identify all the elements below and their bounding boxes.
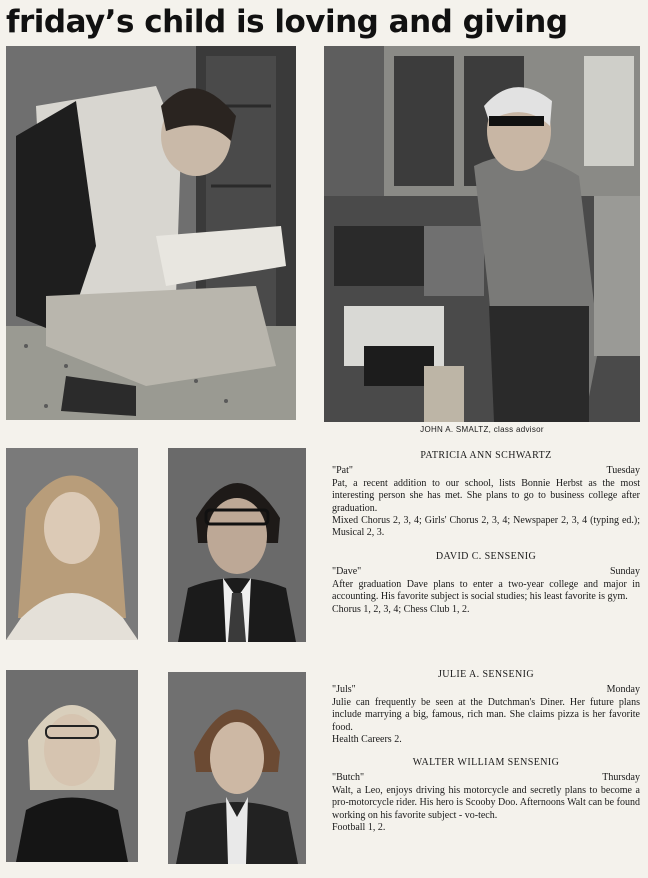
student-name: JULIE A. SENSENIG bbox=[438, 669, 534, 680]
student-nickname: "Juls" bbox=[332, 684, 356, 696]
student-bio-pat bbox=[332, 450, 640, 540]
student-day: Sunday bbox=[610, 566, 640, 578]
student-description: Pat, a recent addition to our school, lists Bonnie Herbst as the most interesting person she has met. She plans to go to business college after graduation. bbox=[332, 477, 640, 514]
pat-portrait bbox=[6, 448, 138, 640]
student-day: Monday bbox=[606, 684, 640, 696]
student-name: WALTER WILLIAM SENSENIG bbox=[412, 757, 560, 768]
student-description: Walt, a Leo, enjoys driving his motorcycle and secretly plans to become a pro-motorcycle rider. His hero is Scooby Doo. Afternoons Walt can be found working on his favorite subject - vo-tech. bbox=[332, 784, 640, 821]
student-description: After graduation Dave plans to enter a two-year college and major in accounting. His favorite subject is social studies; his least favorite is gym. bbox=[332, 578, 640, 603]
student-name: DAVID C. SENSENIG bbox=[435, 551, 537, 562]
student-bio-dave bbox=[332, 551, 640, 616]
student-day: Thursday bbox=[602, 772, 640, 784]
advisor-photo bbox=[324, 46, 640, 422]
walt-portrait bbox=[168, 672, 306, 864]
student-name: PATRICIA ANN SCHWARTZ bbox=[420, 450, 552, 461]
dave-portrait bbox=[168, 448, 306, 642]
teacher-writing-photo bbox=[6, 46, 296, 420]
page-title: friday’s child is loving and giving bbox=[6, 4, 568, 40]
student-description: Julie can frequently be seen at the Dutchman's Diner. Her future plans include marrying a big, famous, rich man. She claims pizza is her favorite food. bbox=[332, 696, 640, 733]
advisor-caption: JOHN A. SMALTZ, class advisor bbox=[420, 425, 544, 434]
student-day: Tuesday bbox=[606, 465, 640, 477]
student-bio-walt bbox=[332, 757, 640, 834]
student-activities: Football 1, 2. bbox=[332, 822, 386, 834]
student-nickname: "Pat" bbox=[332, 465, 353, 477]
student-bio-julie bbox=[332, 669, 640, 746]
student-nickname: "Dave" bbox=[332, 566, 362, 578]
julie-portrait bbox=[6, 670, 138, 862]
student-activities: Mixed Chorus 2, 3, 4; Girls' Chorus 2, 3, 4; Newspaper 2, 3, 4 (typing ed.); Musical 2, 3. bbox=[332, 515, 640, 539]
student-activities: Health Careers 2. bbox=[332, 734, 402, 746]
student-activities: Chorus 1, 2, 3, 4; Chess Club 1, 2. bbox=[332, 603, 470, 615]
student-nickname: "Butch" bbox=[332, 772, 365, 784]
